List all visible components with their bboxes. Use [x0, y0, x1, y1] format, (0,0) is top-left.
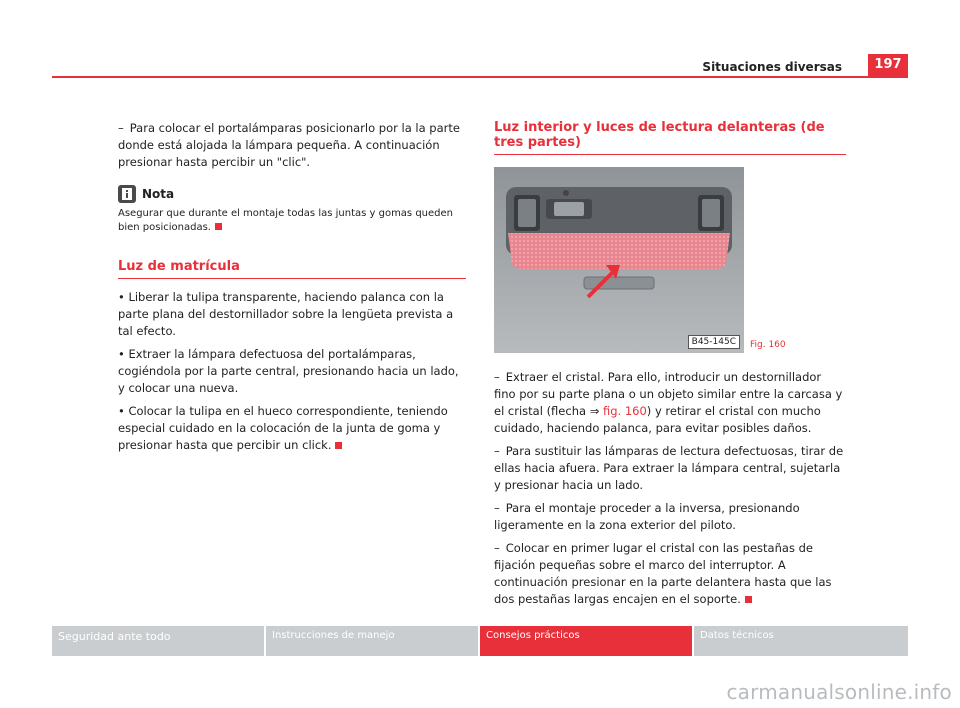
header-rule — [52, 76, 908, 78]
ceiling-light-illustration — [494, 167, 744, 353]
tab-consejos[interactable]: Consejos prácticos — [480, 626, 692, 656]
note-info-icon — [118, 185, 136, 203]
footer-tabs — [52, 626, 910, 656]
header-title: Situaciones diversas — [702, 60, 842, 74]
section-title-luz-interior: Luz interior y luces de lectura delanteras (de tres partes) — [494, 120, 846, 155]
step-1: – Extraer el cristal. Para ello, introducir un destornillador fino por su parte plana o un objeto similar entre la carcasa y el cristal (flecha ⇒ fig. 160) y retirar el cristal con mucho cuidado, haciendo palanca, para evitar posibles daños. — [494, 370, 843, 435]
note-text: Asegurar que durante el montaje todas las juntas y gomas queden bien posicionadas. — [118, 208, 453, 233]
section-title-luz-matricula: Luz de matrícula — [118, 259, 466, 279]
tab-seguridad[interactable]: Seguridad ante todo — [52, 626, 264, 656]
stop-square-icon — [335, 442, 342, 449]
left-column — [118, 120, 466, 460]
bullet-1: • Liberar la tulipa transparente, haciendo palanca con la parte plana del destornillador sobre la lengüeta prevista a tal efecto. — [118, 290, 454, 338]
bullet-3: • Colocar la tulipa en el hueco correspondiente, teniendo especial cuidado en la colocación de la junta de goma y presionar hasta que percibir un click. — [118, 404, 448, 452]
figure-code: B45-145C — [688, 335, 740, 349]
step-4: – Colocar en primer lugar el cristal con las pestañas de fijación pequeñas sobre el marco del interruptor. A continuación presionar en la parte delantera hasta que las dos pestañas largas encajen en el soporte. — [494, 541, 832, 606]
note-header — [118, 185, 466, 203]
step-2: – Para sustituir las lámparas de lectura defectuosas, tirar de ellas hacia afuera. Para extraer la lámpara central, sujetarla y presionar hacia un lado. — [494, 444, 844, 492]
intro-paragraph — [118, 120, 466, 171]
figure-reference-link[interactable]: fig. 160 — [602, 404, 647, 418]
page-number: 197 — [868, 54, 908, 78]
figure-label: Fig. 160 — [750, 340, 786, 350]
note-title: Nota — [142, 187, 175, 201]
step-3: – Para el montaje proceder a la inversa, presionando ligeramente en la zona exterior del piloto. — [494, 501, 800, 532]
intro-text: Para colocar el portalámparas posicionarlo por la la parte donde está alojada la lámpara pequeña. A continuación presionar hasta percibir un "clic". — [118, 121, 460, 169]
stop-square-icon — [215, 223, 222, 230]
bullet-2: • Extraer la lámpara defectuosa del portalámparas, cogiéndola por la parte central, presionando hacia un lado, y colocar una nueva. — [118, 347, 459, 395]
figure-160 — [494, 167, 786, 353]
dash: – — [118, 121, 124, 135]
tab-datos[interactable]: Datos técnicos — [694, 626, 908, 656]
tab-instrucciones[interactable]: Instrucciones de manejo — [266, 626, 478, 656]
stop-square-icon — [745, 596, 752, 603]
right-column — [494, 120, 846, 614]
watermark: carmanualsonline.info — [726, 680, 952, 704]
